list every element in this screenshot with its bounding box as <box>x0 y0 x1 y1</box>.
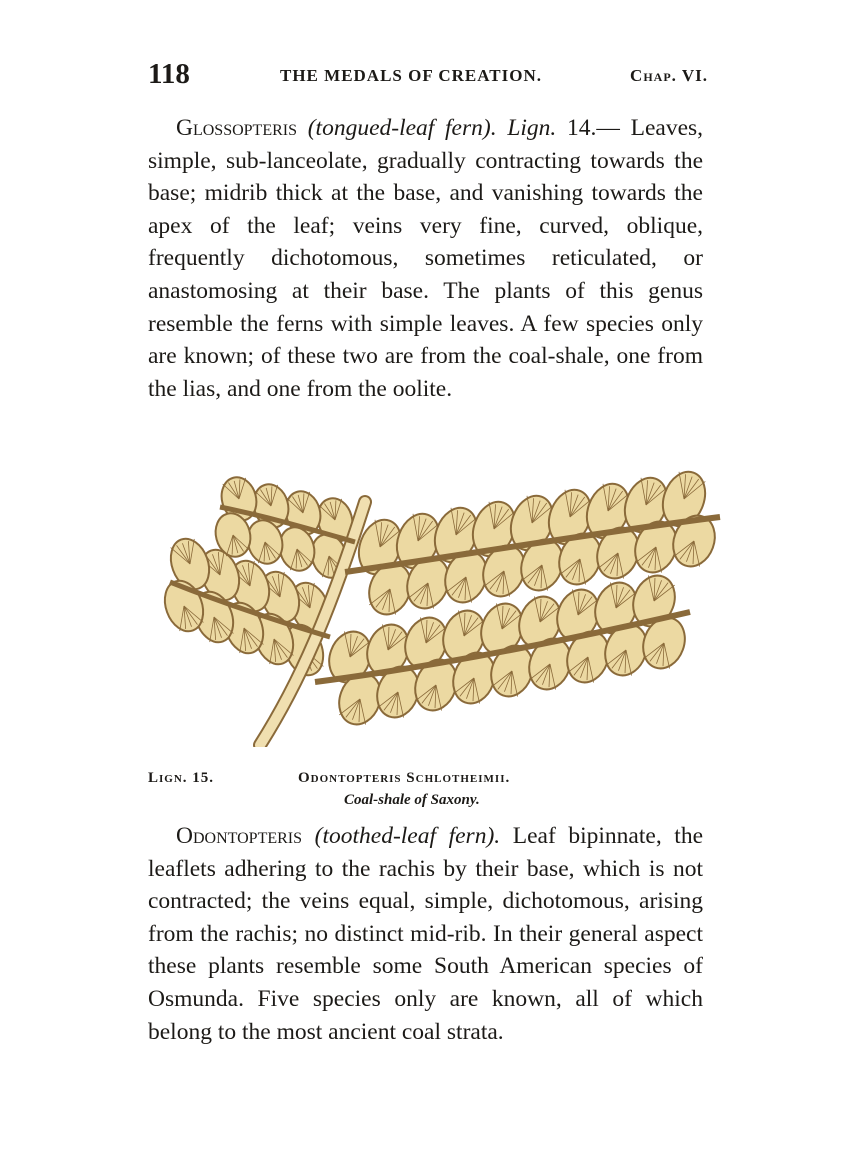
fern-illustration <box>130 462 730 747</box>
page-header <box>148 58 708 92</box>
figure-caption <box>148 770 703 820</box>
common-name: (toothed-leaf fern). <box>314 823 501 849</box>
lign-reference: Lign. <box>507 115 557 141</box>
fern-frond-drawing <box>130 462 730 747</box>
figure-species-name: Odontopteris Schlotheimii. <box>298 770 511 786</box>
paragraph-body: Leaf bipinnate, the leaflets adhering to the rachis by their base, which is not contracted; the veins equal, simple, dichotomous, arising from the rachis; no distinct mid-rib. In their general aspect these plants resemble some South American species of Osmunda. Five species only are known, all of which belong to the most ancient coal strata. <box>148 823 704 1045</box>
running-title: THE MEDALS OF CREATION. <box>280 66 542 85</box>
figure-locality: Coal-shale of Saxony. <box>344 792 480 808</box>
paragraph-body: Leaves, simple, sub-lanceolate, gradually contracting towards the base; midrib thick at the base, and vanishing towards the apex of the leaf; veins very fine, curved, oblique, frequently dichotomous, sometimes reticulated, or anastomosing at their base. The plants of this genus resemble the ferns with simple leaves. A few species only are known; of these two are from the coal-shale, one from the lias, and one from the oolite. <box>148 115 704 402</box>
page-number: 118 <box>148 58 190 90</box>
common-name: (tongued-leaf fern). <box>307 115 497 141</box>
figure-label: Lign. 15. <box>148 770 215 786</box>
chapter-label: Chap. VI. <box>630 66 708 85</box>
lign-number: 14.— <box>556 115 620 141</box>
paragraph-glossopteris <box>148 112 703 405</box>
paragraph-odontopteris <box>148 820 703 1048</box>
genus-name: Glossopteris <box>176 115 297 141</box>
genus-name: Odontopteris <box>176 823 303 849</box>
